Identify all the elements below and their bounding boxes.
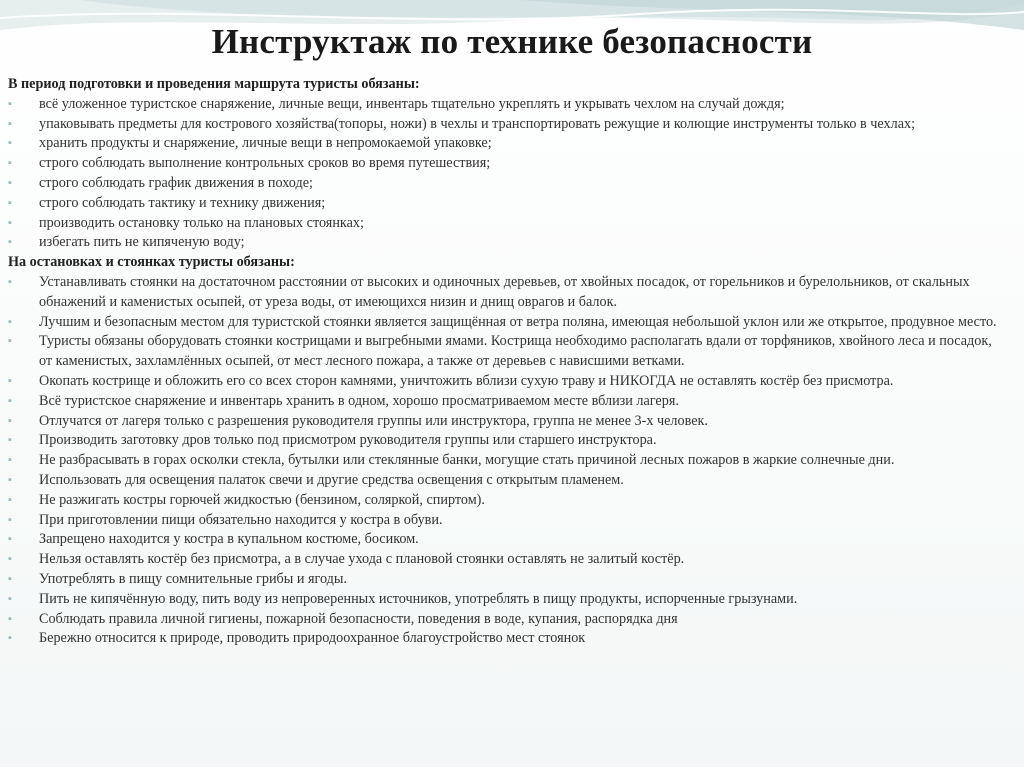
list-item-text: строго соблюдать тактику и технику движения; — [39, 194, 326, 211]
list-item-text: Соблюдать правила личной гигиены, пожарной безопасности, поведения в воде, купания, распорядка дня — [39, 610, 678, 627]
bullet-icon: ▪ — [8, 572, 12, 585]
list-item-text: Пить не кипячённую воду, пить воду из непроверенных источников, употреблять в пищу продукты, испорченные грызунами. — [39, 590, 798, 607]
page-title: Инструктаж по технике безопасности — [211, 22, 813, 61]
list-item-text: упаковывать предметы для кострового хозяйства(топоры, ножи) в чехлы и транспортировать режущие и колющие инструменты только в чехлах; — [39, 115, 916, 132]
instruction-list — [8, 273, 1013, 649]
list-item — [8, 570, 1013, 590]
bullet-icon: ▪ — [8, 196, 12, 209]
bullet-icon: ▪ — [8, 335, 12, 348]
list-item-text: Отлучатся от лагеря только с разрешения руководителя группы или инструктора, группа не менее 3-х человек. — [39, 412, 708, 429]
bullet-icon: ▪ — [8, 157, 12, 170]
list-item — [8, 471, 1013, 491]
list-item — [8, 313, 1013, 333]
list-item-text: Всё туристское снаряжение и инвентарь хранить в одном, хорошо просматриваемом месте вблизи лагеря. — [39, 392, 679, 409]
bullet-icon: ▪ — [8, 454, 12, 467]
bullet-icon: ▪ — [8, 117, 12, 130]
list-item-text: хранить продукты и снаряжение, личные вещи в непромокаемой упаковке; — [39, 135, 492, 152]
list-item — [8, 491, 1013, 511]
list-item-text: Использовать для освещения палаток свечи и другие средства освещения с открытым пламенем. — [39, 471, 624, 488]
bullet-icon: ▪ — [8, 434, 12, 447]
list-item — [8, 590, 1013, 610]
bullet-icon: ▪ — [8, 137, 12, 150]
section-heading: В период подготовки и проведения маршрута туристы обязаны: — [8, 76, 420, 92]
list-item — [8, 530, 1013, 550]
list-item — [8, 332, 1013, 372]
list-item-text: Запрещено находится у костра в купальном костюме, босиком. — [39, 531, 419, 548]
list-item-text: производить остановку только на плановых стоянках; — [39, 214, 364, 231]
bullet-icon: ▪ — [8, 592, 12, 605]
list-item — [8, 174, 1013, 194]
bullet-icon: ▪ — [8, 315, 12, 328]
list-item — [8, 95, 1013, 115]
list-item — [8, 194, 1013, 214]
list-item-text: всё уложенное туристское снаряжение, личные вещи, инвентарь тщательно укреплять и укрывать чехлом на случай дождя; — [39, 95, 785, 112]
list-item — [8, 372, 1013, 392]
instruction-content — [8, 75, 1013, 649]
bullet-icon: ▪ — [8, 414, 12, 427]
list-item — [8, 134, 1013, 154]
list-item-text: Окопать кострище и обложить его со всех сторон камнями, уничтожить вблизи сухую траву и НИКОГДА не оставлять костёр без присмотра. — [39, 372, 894, 389]
bullet-icon: ▪ — [8, 216, 12, 229]
list-item — [8, 550, 1013, 570]
list-item-text: Лучшим и безопасным местом для туристской стоянки является защищённая от ветра поляна, имеющая небольшой уклон или же открытое, продувное место. — [39, 313, 997, 330]
list-item-text: Устанавливать стоянки на достаточном расстоянии от высоких и одиночных деревьев, от хвойных посадок, от горельников и бурелольников, от скальных обнажений и каменистых осыпей, от уреза воды, от имеющихся низин и днищ оврагов и балок. — [39, 273, 970, 310]
list-item-text: Производить заготовку дров только под присмотром руководителя группы или старшего инструктора. — [39, 432, 657, 449]
list-item — [8, 431, 1013, 451]
list-item-text: Бережно относится к природе, проводить природоохранное благоустройство мест стоянок — [39, 630, 586, 647]
list-item — [8, 273, 1013, 313]
bullet-icon: ▪ — [8, 493, 12, 506]
list-item-text: строго соблюдать график движения в походе; — [39, 174, 313, 191]
list-item-text: При приготовлении пищи обязательно находится у костра в обуви. — [39, 511, 443, 528]
bullet-icon: ▪ — [8, 394, 12, 407]
bullet-icon: ▪ — [8, 236, 12, 249]
bullet-icon: ▪ — [8, 473, 12, 486]
bullet-icon: ▪ — [8, 176, 12, 189]
list-item-text: Употреблять в пищу сомнительные грибы и ягоды. — [39, 570, 347, 587]
list-item — [8, 629, 1013, 649]
bullet-icon: ▪ — [8, 97, 12, 110]
instruction-list — [8, 95, 1013, 253]
list-item — [8, 233, 1013, 253]
list-item-text: Не разжигать костры горючей жидкостью (бензином, соляркой, спиртом). — [39, 491, 485, 508]
bullet-icon: ▪ — [8, 513, 12, 526]
bullet-icon: ▪ — [8, 612, 12, 625]
section-heading: На остановках и стоянках туристы обязаны: — [8, 254, 295, 271]
list-item-text: Туристы обязаны оборудовать стоянки кострищами и выгребными ямами. Кострища необходимо располагать вдали от торфяников, хвойного леса и посадок, от каменистых, захламлённых осыпей, от мест лесного пожара, а также от деревьев с нависшими ветками. — [39, 333, 992, 370]
list-item — [8, 154, 1013, 174]
bullet-icon: ▪ — [8, 374, 12, 387]
list-item — [8, 214, 1013, 234]
list-item-text: Не разбрасывать в горах осколки стекла, бутылки или стеклянные банки, могущие стать причиной лесных пожаров в жаркие солнечные дни. — [39, 452, 895, 469]
list-item — [8, 610, 1013, 630]
list-item — [8, 511, 1013, 531]
list-item-text: строго соблюдать выполнение контрольных сроков во время путешествия; — [39, 155, 491, 172]
list-item-text: Нельзя оставлять костёр без присмотра, а в случае ухода с плановой стоянки оставлять не залитый костёр. — [39, 551, 685, 568]
list-item — [8, 115, 1013, 135]
bullet-icon: ▪ — [8, 553, 12, 566]
bullet-icon: ▪ — [8, 533, 12, 546]
list-item — [8, 451, 1013, 471]
bullet-icon: ▪ — [8, 632, 12, 645]
list-item — [8, 412, 1013, 432]
bullet-icon: ▪ — [8, 275, 12, 288]
list-item — [8, 392, 1013, 412]
list-item-text: избегать пить не кипяченую воду; — [39, 234, 245, 251]
